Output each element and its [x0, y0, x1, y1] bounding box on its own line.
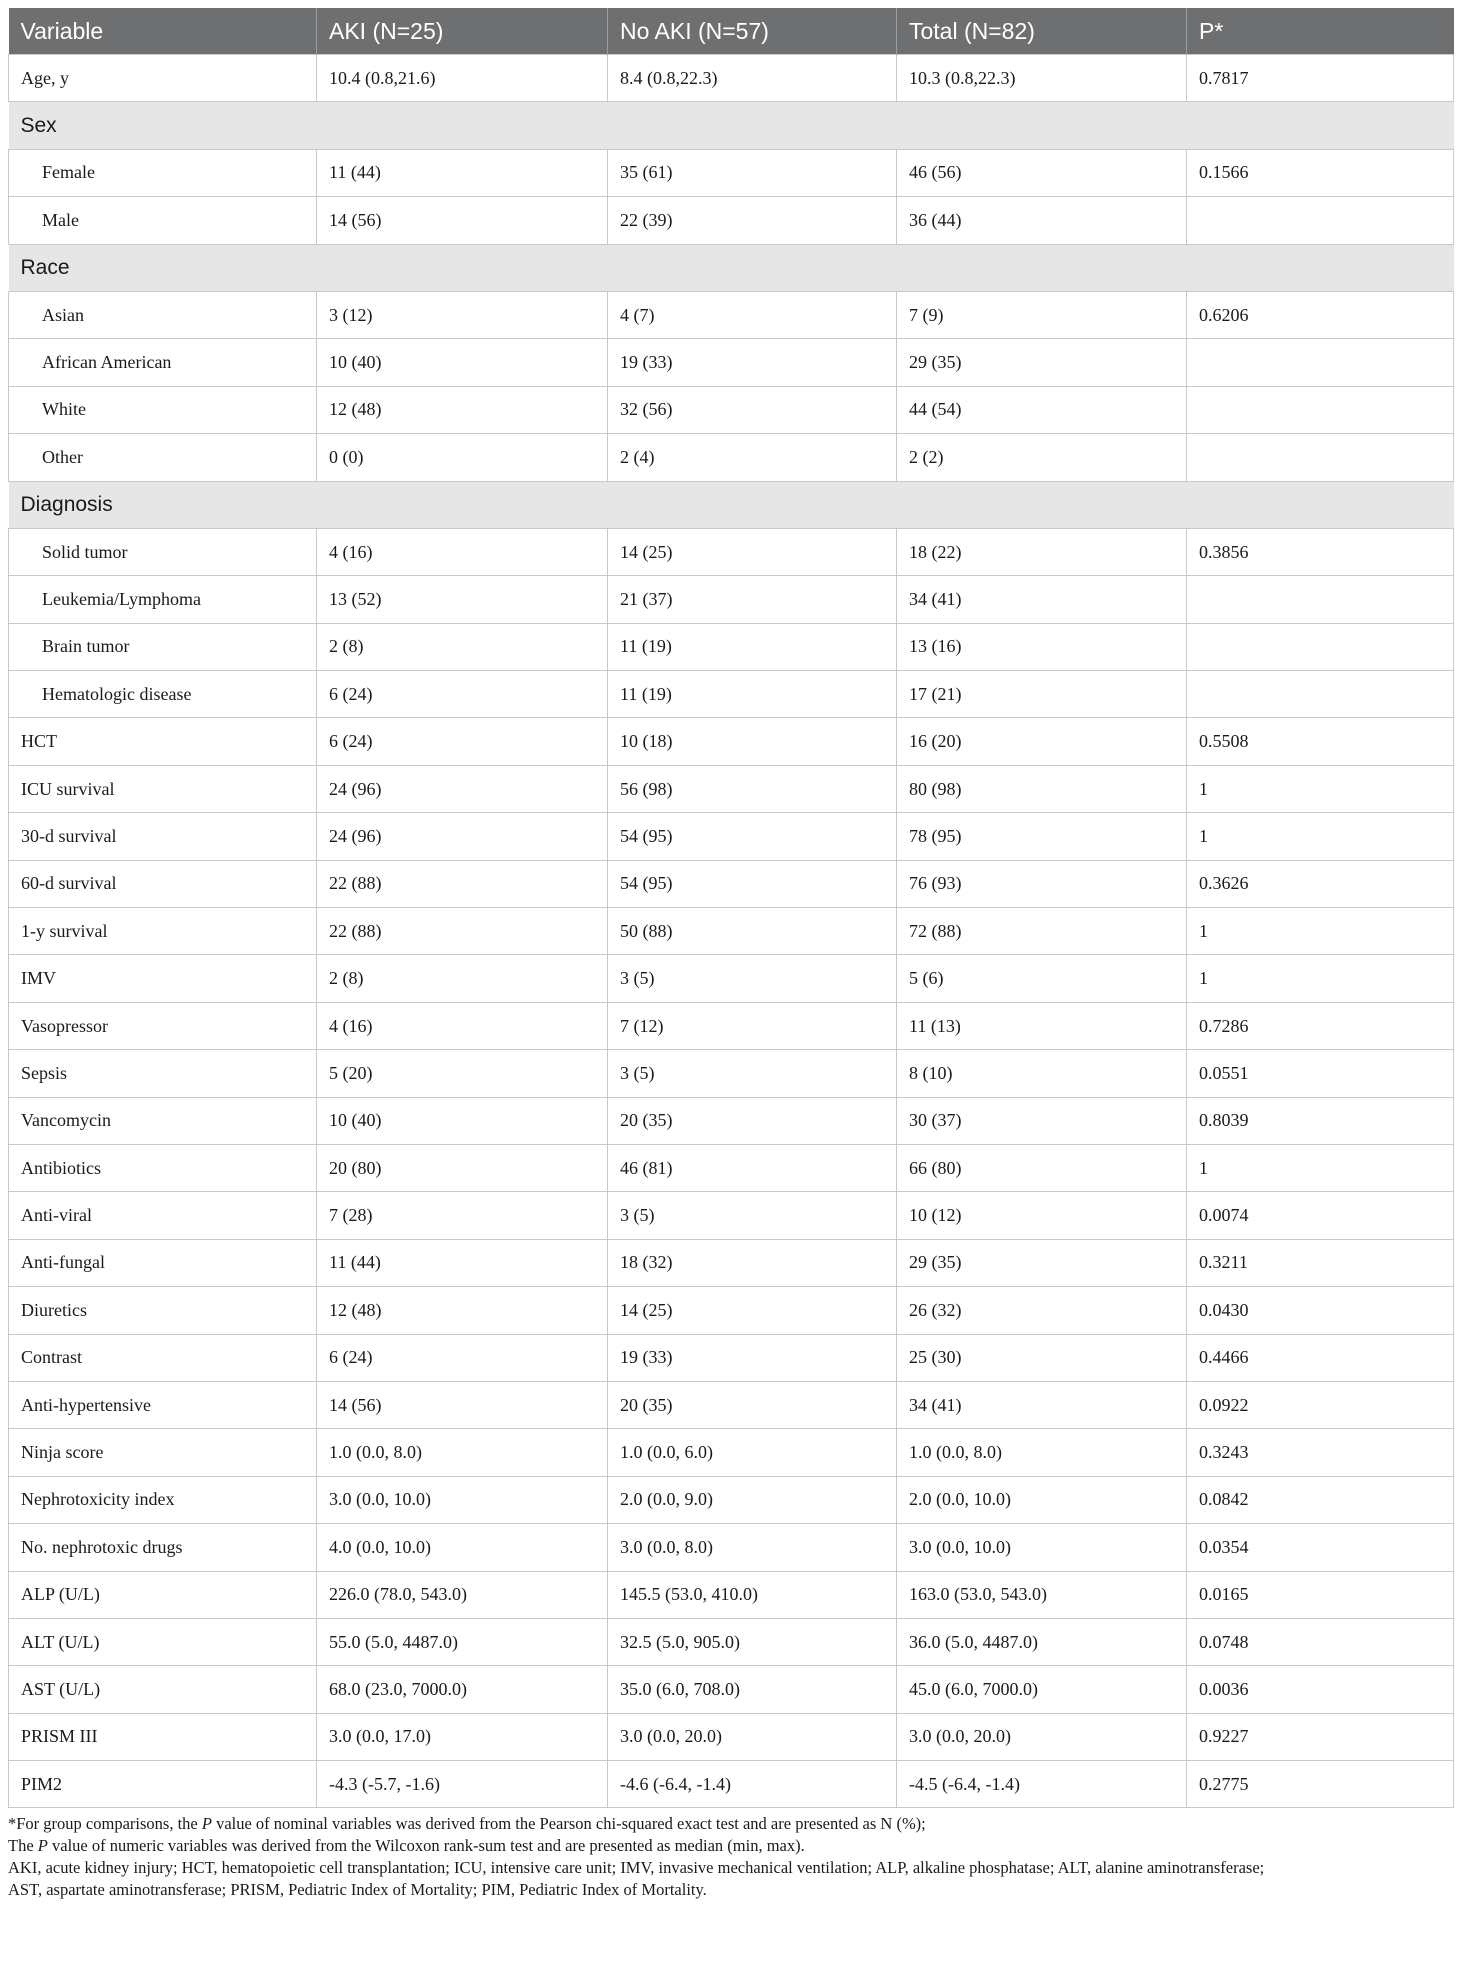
- p-value: 0.0551: [1187, 1050, 1454, 1097]
- p-value: 0.0748: [1187, 1618, 1454, 1665]
- table-row: [9, 434, 1454, 481]
- total-value: 1.0 (0.0, 8.0): [897, 1429, 1187, 1476]
- table-row: [9, 860, 1454, 907]
- total-value: 26 (32): [897, 1287, 1187, 1334]
- total-value: 3.0 (0.0, 20.0): [897, 1713, 1187, 1760]
- aki-value: 226.0 (78.0, 543.0): [317, 1571, 608, 1618]
- aki-value: 10.4 (0.8,21.6): [317, 55, 608, 102]
- variable-label: IMV: [9, 955, 317, 1002]
- p-value: 0.8039: [1187, 1097, 1454, 1144]
- total-value: 29 (35): [897, 339, 1187, 386]
- no-aki-value: 32 (56): [608, 386, 897, 433]
- header-p-value: P*: [1187, 8, 1454, 55]
- table-row: [9, 1381, 1454, 1428]
- no-aki-value: 1.0 (0.0, 6.0): [608, 1429, 897, 1476]
- no-aki-value: 46 (81): [608, 1144, 897, 1191]
- no-aki-value: 35 (61): [608, 149, 897, 196]
- aki-value: 6 (24): [317, 1334, 608, 1381]
- no-aki-value: 8.4 (0.8,22.3): [608, 55, 897, 102]
- variable-label: Diuretics: [9, 1287, 317, 1334]
- p-value: [1187, 434, 1454, 481]
- table-row: [9, 339, 1454, 386]
- p-value: 1: [1187, 955, 1454, 1002]
- table-footnotes: [8, 1813, 1453, 1901]
- variable-label: White: [9, 386, 317, 433]
- variable-label: Antibiotics: [9, 1144, 317, 1191]
- p-value: [1187, 576, 1454, 623]
- variable-label: Anti-fungal: [9, 1239, 317, 1286]
- variable-label: Age, y: [9, 55, 317, 102]
- aki-value: 6 (24): [317, 718, 608, 765]
- p-value: 0.0074: [1187, 1192, 1454, 1239]
- variable-label: Contrast: [9, 1334, 317, 1381]
- p-value: [1187, 197, 1454, 244]
- p-value: 0.0354: [1187, 1524, 1454, 1571]
- table-row: [9, 1761, 1454, 1808]
- total-value: 30 (37): [897, 1097, 1187, 1144]
- characteristics-table: [8, 8, 1454, 1808]
- footnote-nominal-pre: *For group comparisons, the: [8, 1814, 202, 1834]
- table-row: [9, 955, 1454, 1002]
- variable-label: Ninja score: [9, 1429, 317, 1476]
- aki-value: 24 (96): [317, 813, 608, 860]
- total-value: 163.0 (53.0, 543.0): [897, 1571, 1187, 1618]
- no-aki-value: 3 (5): [608, 955, 897, 1002]
- variable-label: ALP (U/L): [9, 1571, 317, 1618]
- variable-label: Solid tumor: [9, 528, 317, 575]
- total-value: -4.5 (-6.4, -1.4): [897, 1761, 1187, 1808]
- variable-label: No. nephrotoxic drugs: [9, 1524, 317, 1571]
- table-row: [9, 1192, 1454, 1239]
- no-aki-value: 19 (33): [608, 339, 897, 386]
- aki-value: 13 (52): [317, 576, 608, 623]
- aki-value: 55.0 (5.0, 4487.0): [317, 1618, 608, 1665]
- aki-value: 14 (56): [317, 1381, 608, 1428]
- footnote-nominal-post: value of nominal variables was derived from the Pearson chi-squared exact test and are presented as N (%);: [211, 1814, 926, 1834]
- variable-label: Vasopressor: [9, 1002, 317, 1049]
- no-aki-value: 20 (35): [608, 1097, 897, 1144]
- aki-value: 4.0 (0.0, 10.0): [317, 1524, 608, 1571]
- p-value: 0.7817: [1187, 55, 1454, 102]
- total-value: 34 (41): [897, 576, 1187, 623]
- aki-value: 12 (48): [317, 1287, 608, 1334]
- footnote-abbreviations-1: AKI, acute kidney injury; HCT, hematopoietic cell transplantation; ICU, intensive care unit; IMV, invasive mechanical ventilation; ALP, alkaline phosphatase; ALT, alanine aminotransferase;: [8, 1858, 1265, 1878]
- aki-value: 12 (48): [317, 386, 608, 433]
- no-aki-value: 11 (19): [608, 671, 897, 718]
- header-row: [9, 8, 1454, 55]
- no-aki-value: 2 (4): [608, 434, 897, 481]
- p-value: 0.0036: [1187, 1666, 1454, 1713]
- p-value: [1187, 386, 1454, 433]
- p-value: 1: [1187, 1144, 1454, 1191]
- p-value: [1187, 671, 1454, 718]
- aki-value: 68.0 (23.0, 7000.0): [317, 1666, 608, 1713]
- header-variable: Variable: [9, 8, 317, 55]
- no-aki-value: 22 (39): [608, 197, 897, 244]
- total-value: 45.0 (6.0, 7000.0): [897, 1666, 1187, 1713]
- section-label: Sex: [9, 102, 1454, 149]
- aki-value: 5 (20): [317, 1050, 608, 1097]
- aki-value: 10 (40): [317, 339, 608, 386]
- footnote-abbreviations-2: AST, aspartate aminotransferase; PRISM, Pediatric Index of Mortality; PIM, Pediatric Index of Mortality.: [8, 1880, 707, 1900]
- total-value: 2 (2): [897, 434, 1187, 481]
- no-aki-value: 35.0 (6.0, 708.0): [608, 1666, 897, 1713]
- total-value: 2.0 (0.0, 10.0): [897, 1476, 1187, 1523]
- no-aki-value: 32.5 (5.0, 905.0): [608, 1618, 897, 1665]
- aki-value: 22 (88): [317, 908, 608, 955]
- total-value: 17 (21): [897, 671, 1187, 718]
- variable-label: Brain tumor: [9, 623, 317, 670]
- aki-value: 24 (96): [317, 765, 608, 812]
- variable-label: Hematologic disease: [9, 671, 317, 718]
- aki-value: 11 (44): [317, 149, 608, 196]
- aki-value: 3.0 (0.0, 10.0): [317, 1476, 608, 1523]
- p-value: 1: [1187, 765, 1454, 812]
- no-aki-value: 14 (25): [608, 1287, 897, 1334]
- variable-label: Sepsis: [9, 1050, 317, 1097]
- aki-value: -4.3 (-5.7, -1.6): [317, 1761, 608, 1808]
- table-row: [9, 671, 1454, 718]
- no-aki-value: 54 (95): [608, 813, 897, 860]
- p-value: 0.2775: [1187, 1761, 1454, 1808]
- no-aki-value: -4.6 (-6.4, -1.4): [608, 1761, 897, 1808]
- aki-value: 3.0 (0.0, 17.0): [317, 1713, 608, 1760]
- no-aki-value: 3.0 (0.0, 20.0): [608, 1713, 897, 1760]
- table-row: [9, 1097, 1454, 1144]
- aki-value: 4 (16): [317, 1002, 608, 1049]
- table-row: [9, 1334, 1454, 1381]
- total-value: 80 (98): [897, 765, 1187, 812]
- total-value: 10 (12): [897, 1192, 1187, 1239]
- table-row: [9, 1618, 1454, 1665]
- table-row: [9, 528, 1454, 575]
- p-value: 1: [1187, 813, 1454, 860]
- table-row: [9, 197, 1454, 244]
- aki-value: 14 (56): [317, 197, 608, 244]
- header-total: Total (N=82): [897, 8, 1187, 55]
- table-row: [9, 1287, 1454, 1334]
- p-value: 0.3211: [1187, 1239, 1454, 1286]
- page: [8, 8, 1453, 1901]
- p-value: 0.3626: [1187, 860, 1454, 907]
- table-row: [9, 718, 1454, 765]
- table-row: [9, 908, 1454, 955]
- section-row: [9, 244, 1454, 291]
- p-value: 0.4466: [1187, 1334, 1454, 1381]
- total-value: 76 (93): [897, 860, 1187, 907]
- table-header: [9, 8, 1454, 55]
- aki-value: 22 (88): [317, 860, 608, 907]
- aki-value: 4 (16): [317, 528, 608, 575]
- variable-label: Leukemia/Lymphoma: [9, 576, 317, 623]
- header-aki: AKI (N=25): [317, 8, 608, 55]
- variable-label: Asian: [9, 291, 317, 338]
- p-value: 0.3243: [1187, 1429, 1454, 1476]
- no-aki-value: 50 (88): [608, 908, 897, 955]
- p-value: 1: [1187, 908, 1454, 955]
- footnote-nominal-p: P: [201, 1814, 212, 1834]
- table-row: [9, 1524, 1454, 1571]
- p-value: 0.7286: [1187, 1002, 1454, 1049]
- table-row: [9, 1144, 1454, 1191]
- aki-value: 10 (40): [317, 1097, 608, 1144]
- variable-label: HCT: [9, 718, 317, 765]
- aki-value: 11 (44): [317, 1239, 608, 1286]
- aki-value: 6 (24): [317, 671, 608, 718]
- aki-value: 0 (0): [317, 434, 608, 481]
- p-value: 0.6206: [1187, 291, 1454, 338]
- variable-label: AST (U/L): [9, 1666, 317, 1713]
- total-value: 29 (35): [897, 1239, 1187, 1286]
- total-value: 11 (13): [897, 1002, 1187, 1049]
- no-aki-value: 14 (25): [608, 528, 897, 575]
- total-value: 3.0 (0.0, 10.0): [897, 1524, 1187, 1571]
- table-row: [9, 1666, 1454, 1713]
- table-row: [9, 1713, 1454, 1760]
- aki-value: 20 (80): [317, 1144, 608, 1191]
- total-value: 34 (41): [897, 1381, 1187, 1428]
- total-value: 78 (95): [897, 813, 1187, 860]
- aki-value: 1.0 (0.0, 8.0): [317, 1429, 608, 1476]
- variable-label: PRISM III: [9, 1713, 317, 1760]
- total-value: 5 (6): [897, 955, 1187, 1002]
- no-aki-value: 18 (32): [608, 1239, 897, 1286]
- total-value: 36.0 (5.0, 4487.0): [897, 1618, 1187, 1665]
- table-row: [9, 1429, 1454, 1476]
- total-value: 13 (16): [897, 623, 1187, 670]
- total-value: 25 (30): [897, 1334, 1187, 1381]
- footnote-numeric-post: value of numeric variables was derived from the Wilcoxon rank-sum test and are presented as median (min, max).: [47, 1836, 805, 1856]
- section-row: [9, 102, 1454, 149]
- table-row: [9, 576, 1454, 623]
- no-aki-value: 19 (33): [608, 1334, 897, 1381]
- footnote-nominal: [8, 1813, 1453, 1835]
- variable-label: ICU survival: [9, 765, 317, 812]
- aki-value: 2 (8): [317, 955, 608, 1002]
- no-aki-value: 20 (35): [608, 1381, 897, 1428]
- p-value: 0.5508: [1187, 718, 1454, 765]
- aki-value: 2 (8): [317, 623, 608, 670]
- footnote-numeric-p: P: [37, 1836, 48, 1856]
- no-aki-value: 3.0 (0.0, 8.0): [608, 1524, 897, 1571]
- variable-label: Vancomycin: [9, 1097, 317, 1144]
- footnote-numeric: [8, 1835, 1453, 1857]
- variable-label: 30-d survival: [9, 813, 317, 860]
- table-row: [9, 55, 1454, 102]
- total-value: 36 (44): [897, 197, 1187, 244]
- total-value: 10.3 (0.8,22.3): [897, 55, 1187, 102]
- no-aki-value: 21 (37): [608, 576, 897, 623]
- table-row: [9, 149, 1454, 196]
- no-aki-value: 10 (18): [608, 718, 897, 765]
- total-value: 16 (20): [897, 718, 1187, 765]
- no-aki-value: 3 (5): [608, 1050, 897, 1097]
- p-value: 0.0842: [1187, 1476, 1454, 1523]
- table-row: [9, 291, 1454, 338]
- p-value: 0.9227: [1187, 1713, 1454, 1760]
- section-label: Diagnosis: [9, 481, 1454, 528]
- p-value: 0.0165: [1187, 1571, 1454, 1618]
- footnote-numeric-pre: The: [8, 1836, 38, 1856]
- total-value: 8 (10): [897, 1050, 1187, 1097]
- total-value: 72 (88): [897, 908, 1187, 955]
- no-aki-value: 2.0 (0.0, 9.0): [608, 1476, 897, 1523]
- variable-label: PIM2: [9, 1761, 317, 1808]
- table-row: [9, 1239, 1454, 1286]
- p-value: 0.0430: [1187, 1287, 1454, 1334]
- variable-label: Male: [9, 197, 317, 244]
- section-label: Race: [9, 244, 1454, 291]
- no-aki-value: 54 (95): [608, 860, 897, 907]
- variable-label: ALT (U/L): [9, 1618, 317, 1665]
- table-body: [9, 55, 1454, 1808]
- table-row: [9, 1571, 1454, 1618]
- total-value: 46 (56): [897, 149, 1187, 196]
- variable-label: Female: [9, 149, 317, 196]
- table-row: [9, 1476, 1454, 1523]
- variable-label: African American: [9, 339, 317, 386]
- aki-value: 7 (28): [317, 1192, 608, 1239]
- variable-label: Anti-hypertensive: [9, 1381, 317, 1428]
- no-aki-value: 7 (12): [608, 1002, 897, 1049]
- no-aki-value: 11 (19): [608, 623, 897, 670]
- variable-label: 1-y survival: [9, 908, 317, 955]
- variable-label: Anti-viral: [9, 1192, 317, 1239]
- p-value: 0.0922: [1187, 1381, 1454, 1428]
- variable-label: Other: [9, 434, 317, 481]
- p-value: [1187, 623, 1454, 670]
- table-row: [9, 765, 1454, 812]
- p-value: 0.3856: [1187, 528, 1454, 575]
- section-row: [9, 481, 1454, 528]
- table-row: [9, 1050, 1454, 1097]
- no-aki-value: 145.5 (53.0, 410.0): [608, 1571, 897, 1618]
- total-value: 7 (9): [897, 291, 1187, 338]
- no-aki-value: 3 (5): [608, 1192, 897, 1239]
- table-row: [9, 1002, 1454, 1049]
- header-no-aki: No AKI (N=57): [608, 8, 897, 55]
- no-aki-value: 56 (98): [608, 765, 897, 812]
- p-value: [1187, 339, 1454, 386]
- aki-value: 3 (12): [317, 291, 608, 338]
- total-value: 18 (22): [897, 528, 1187, 575]
- total-value: 44 (54): [897, 386, 1187, 433]
- no-aki-value: 4 (7): [608, 291, 897, 338]
- variable-label: Nephrotoxicity index: [9, 1476, 317, 1523]
- table-row: [9, 813, 1454, 860]
- table-row: [9, 386, 1454, 433]
- variable-label: 60-d survival: [9, 860, 317, 907]
- table-row: [9, 623, 1454, 670]
- total-value: 66 (80): [897, 1144, 1187, 1191]
- p-value: 0.1566: [1187, 149, 1454, 196]
